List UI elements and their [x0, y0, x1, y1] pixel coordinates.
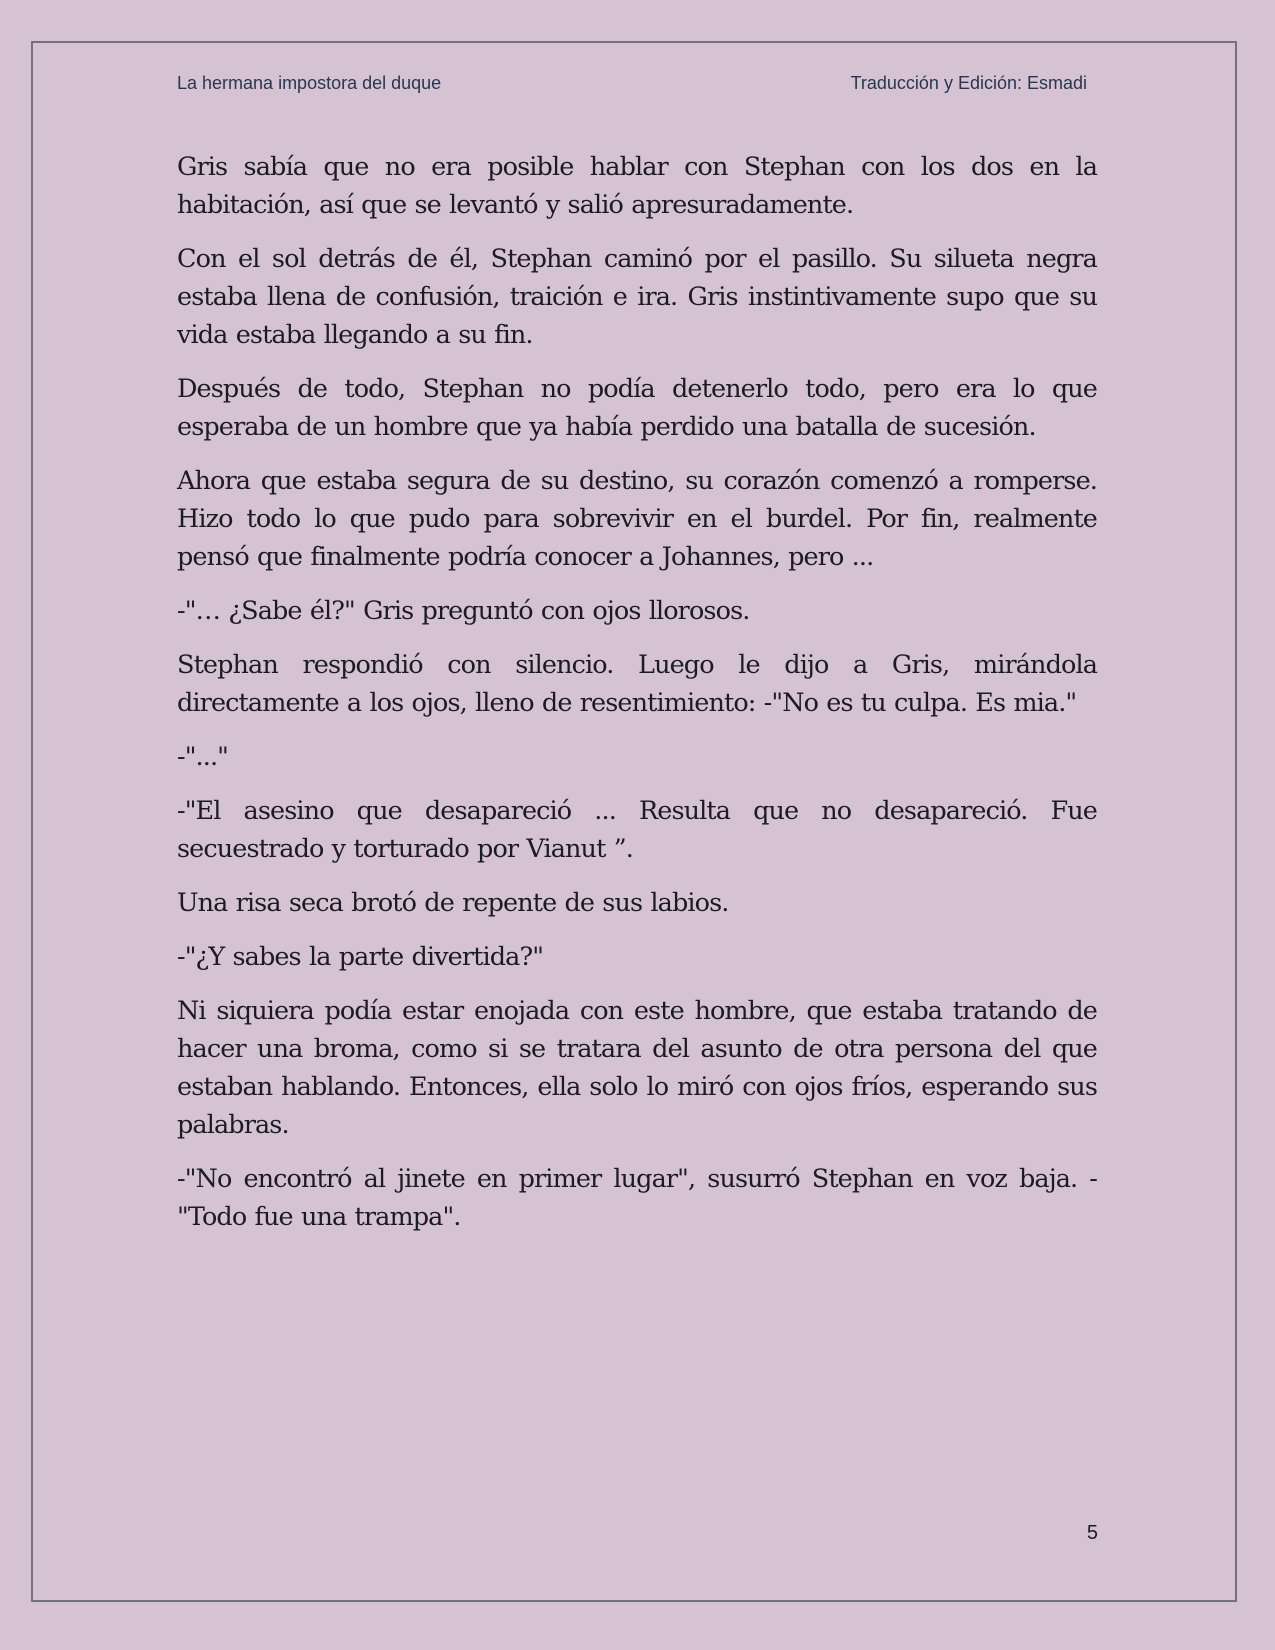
paragraph: Con el sol detrás de él, Stephan caminó por el pasillo. Su silueta negra estaba llena de confusión, traición e ira. Gris instintivamente supo que su vida estaba llegando a su fin.: [177, 244, 1097, 350]
paragraph: Después de todo, Stephan no podía detenerlo todo, pero era lo que esperaba de un hombre que ya había perdido una batalla de sucesión.: [177, 374, 1097, 442]
header-book-title: La hermana impostora del duque: [177, 73, 442, 93]
paragraph: -"...": [177, 742, 228, 772]
paragraph: -"… ¿Sabe él?" Gris preguntó con ojos llorosos.: [177, 596, 750, 626]
paragraph: Stephan respondió con silencio. Luego le dijo a Gris, mirándola directamente a los ojos, lleno de resentimiento: -"No es tu culpa. Es mia.": [177, 650, 1097, 718]
paragraph: -"¿Y sabes la parte divertida?": [177, 942, 544, 972]
paragraph: Ahora que estaba segura de su destino, su corazón comenzó a romperse. Hizo todo lo que pudo para sobrevivir en el burdel. Por fin, realmente pensó que finalmente podría conocer a Johannes, pero ...: [177, 466, 1097, 572]
paragraph: Gris sabía que no era posible hablar con Stephan con los dos en la habitación, así que se levantó y salió apresuradamente.: [177, 152, 1097, 220]
paragraph: -"El asesino que desapareció ... Resulta que no desapareció. Fue secuestrado y torturado por Vianut ”.: [177, 796, 1097, 864]
header-translation-credits: Traducción y Edición: Esmadi: [850, 73, 1087, 93]
page-number: 5: [1086, 1522, 1098, 1544]
paragraph: Ni siquiera podía estar enojada con este hombre, que estaba tratando de hacer una broma, como si se tratara del asunto de otra persona del que estaban hablando. Entonces, ella solo lo miró con ojos fríos, esperando sus palabras.: [177, 996, 1097, 1140]
paragraph: -"No encontró al jinete en primer lugar", susurró Stephan en voz baja. -"Todo fue una trampa".: [177, 1164, 1097, 1232]
page-body: [177, 148, 1097, 1252]
paragraph: Una risa seca brotó de repente de sus labios.: [177, 888, 729, 918]
